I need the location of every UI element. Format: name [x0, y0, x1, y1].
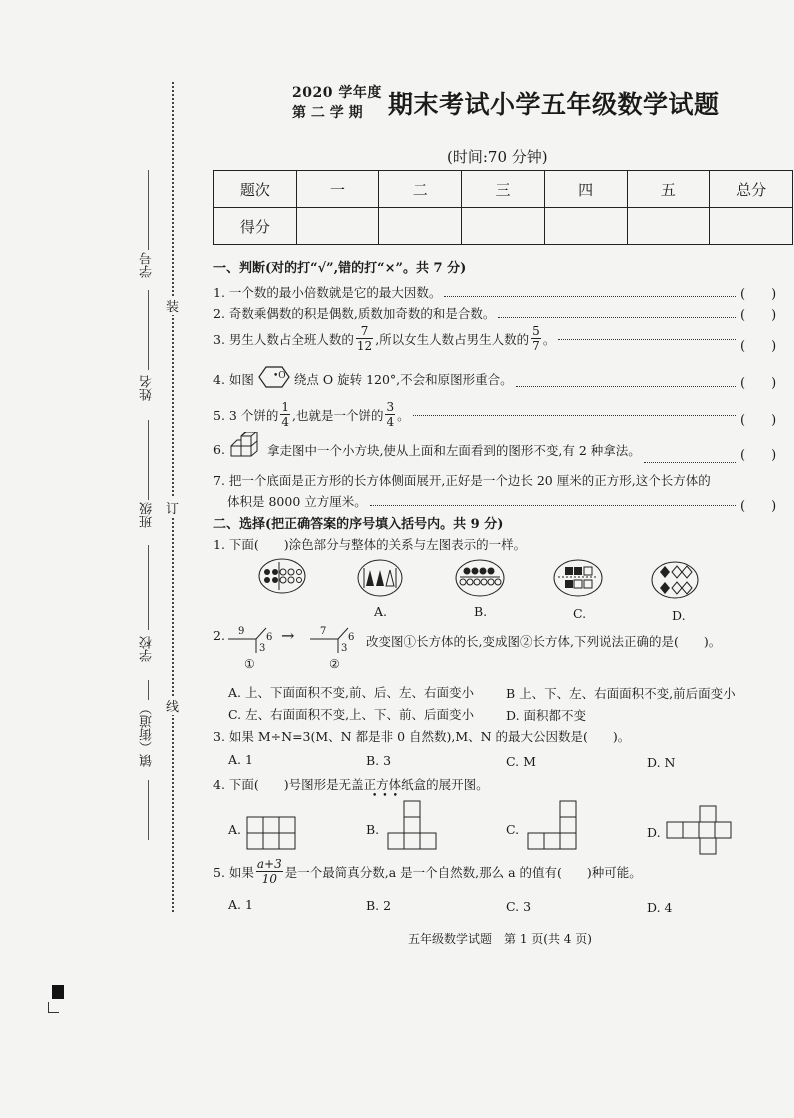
s2-q2-box2-label: ②: [329, 657, 340, 671]
s2-q5-option-c[interactable]: C. 3: [506, 899, 532, 914]
s1-q1-text: 1. 一个数的最小倍数就是它的最大因数。: [213, 285, 442, 300]
s1-q6-text: 拿走图中一个小方块,使从上面和左面看到的图形不变,有 2 种拿法。: [266, 442, 641, 458]
s2-q5-option-b[interactable]: B. 2: [366, 898, 392, 913]
cell-part-3: 三: [462, 171, 545, 208]
s1-q3: [213, 325, 739, 352]
fill-line-town: [148, 680, 149, 700]
score-table-header-row: [214, 171, 793, 208]
s2-q4-option-a-net[interactable]: [246, 816, 298, 854]
score-input-3[interactable]: [462, 208, 545, 245]
fraction-3-4: $\frac{3}{4}$: [386, 400, 395, 429]
s2-q2-box1-label: ①: [244, 657, 255, 671]
score-input-total[interactable]: [710, 208, 793, 245]
scan-mark: [52, 985, 64, 999]
s1-q7-answer[interactable]: ( ): [740, 499, 777, 514]
s2-q2-box1-length: 9: [238, 626, 245, 637]
s1-q5: [213, 401, 739, 428]
section2-heading: 二、选择(把正确答案的序号填入括号内。共 9 分): [213, 517, 504, 532]
s2-q2-option-b[interactable]: B 上、下、左、右面面积不变,前后面变小: [506, 686, 736, 701]
binding-line: [172, 82, 174, 912]
s1-q3-text-c: 。: [542, 331, 556, 347]
s1-q4-text-a: 4. 如图: [213, 371, 254, 387]
page-footer: 五年级数学试题 第 1 页(共 4 页): [408, 932, 592, 946]
s2-q4-option-d-net[interactable]: [666, 805, 734, 859]
label-student-id: 学号: [140, 252, 155, 278]
s2-q1-option-c-figure[interactable]: [553, 558, 603, 602]
s2-q3-option-d[interactable]: D. N: [647, 755, 676, 770]
label-class: 班级: [140, 502, 155, 528]
s2-q4-option-b-label: B.: [366, 822, 380, 837]
s2-q4-option-b-net[interactable]: [386, 800, 438, 858]
s2-q5-text-b: 是一个最简真分数,a 是一个自然数,那么 a 的值有( )种可能。: [284, 864, 642, 880]
s2-q4-option-c-label: C.: [506, 822, 520, 837]
s2-q3-option-c[interactable]: C. M: [506, 754, 536, 769]
s1-q5-answer[interactable]: ( ): [740, 413, 777, 428]
s1-q4-text-b: 绕点 O 旋转 120°,不会和原图形重合。: [293, 371, 513, 387]
cube-stack-icon: [229, 432, 263, 467]
s2-q2-box2-length: 7: [320, 626, 327, 637]
s1-q7-text-2: 体积是 8000 立方厘米。: [227, 494, 367, 509]
cell-label-questions: 题次: [214, 171, 297, 208]
s2-q2-box2-width: 6: [348, 632, 355, 643]
cell-part-4: 四: [544, 171, 627, 208]
s2-q5-option-d[interactable]: D. 4: [647, 900, 673, 915]
exam-title: 期末考试小学五年级数学试题: [388, 90, 720, 119]
s2-q4-option-c-net[interactable]: [526, 800, 578, 858]
hexagon-center-label: •O: [273, 371, 286, 381]
s1-q2-answer[interactable]: ( ): [740, 308, 777, 323]
s2-q1-option-d-figure[interactable]: [651, 560, 699, 604]
score-table: [213, 170, 793, 245]
s2-q2-option-c[interactable]: C. 左、右面面积不变,上、下、前、后面变小: [228, 707, 475, 722]
s2-q1-option-b-label: B.: [474, 604, 488, 619]
fill-line-school: [148, 545, 149, 630]
s1-q2: [213, 304, 739, 322]
score-input-1[interactable]: [296, 208, 379, 245]
mark-xian: 线: [166, 696, 179, 715]
score-input-2[interactable]: [379, 208, 462, 245]
s1-q4-answer[interactable]: ( ): [740, 376, 777, 391]
s2-q5-option-a[interactable]: A. 1: [228, 897, 253, 912]
s2-q5: [213, 858, 642, 885]
s1-q4: [213, 366, 739, 391]
s2-q2-box2-height: 3: [341, 643, 348, 654]
semester: 第 二 学 期: [292, 105, 363, 121]
school-year: 2020 学年度: [292, 85, 382, 101]
s1-q6: [213, 432, 739, 467]
s1-q1-answer[interactable]: ( ): [740, 287, 777, 302]
s1-q5-text-a: 5. 3 个饼的: [213, 407, 279, 423]
score-input-5[interactable]: [627, 208, 710, 245]
s2-q4-option-a-label: A.: [228, 822, 242, 837]
cell-total: 总分: [710, 171, 793, 208]
label-school: 学校: [140, 636, 155, 662]
s2-q3-text: 3. 如果 M÷N=3(M、N 都是非 0 自然数),M、N 的最大公因数是( )。: [213, 729, 631, 744]
s2-q2-box1-width: 6: [266, 632, 273, 643]
fraction-a-plus-3-over-10: $\frac{a+3}{10}$: [256, 857, 282, 886]
s2-q1-option-c-label: C.: [573, 606, 587, 621]
cell-part-2: 二: [379, 171, 462, 208]
arrow-right-icon: →: [281, 626, 295, 645]
label-name: 姓名: [140, 375, 155, 401]
s1-q7-line2: [227, 492, 739, 510]
s2-q1-option-a-figure[interactable]: [356, 558, 404, 602]
s1-q5-text-c: 。: [397, 407, 410, 423]
fill-line-name: [148, 290, 149, 370]
s2-q2-box1-height: 3: [259, 643, 266, 654]
s2-q3-option-b[interactable]: B. 3: [366, 753, 392, 768]
fraction-5-7: $\frac{5}{7}$: [532, 324, 540, 353]
s2-q1-text: 1. 下面( )涂色部分与整体的关系与左图表示的一样。: [213, 537, 527, 552]
s1-q1: [213, 283, 739, 301]
s2-q3-option-a[interactable]: A. 1: [228, 752, 253, 767]
s1-q3-text-b: ,所以女生人数占男生人数的: [375, 331, 530, 347]
score-input-4[interactable]: [544, 208, 627, 245]
mark-zhuang: 装: [166, 296, 179, 315]
s2-q5-text-a: 5. 如果: [213, 864, 254, 880]
s1-q6-num: 6.: [213, 442, 225, 457]
fraction-1-4: $\frac{1}{4}$: [281, 400, 289, 429]
s1-q3-answer[interactable]: ( ): [740, 339, 777, 354]
s1-q2-text: 2. 奇数乘偶数的积是偶数,质数加奇数的和是合数。: [213, 306, 496, 321]
s2-q4-text: 4. 下面( )号图形是无盖正方体纸盒的展开图。: [213, 777, 489, 792]
fill-line-class: [148, 420, 149, 500]
s2-q1-reference-figure: [258, 558, 306, 598]
s2-q2-option-a[interactable]: A. 上、下面面积不变,前、后、左、右面变小: [228, 685, 474, 700]
fill-line-student-id: [148, 170, 149, 250]
section1-heading: 一、判断(对的打“√”,错的打“×”。共 7 分): [213, 261, 467, 276]
scan-mark-tick: [48, 1002, 59, 1013]
s1-q5-text-b: ,也就是一个饼的: [291, 407, 384, 423]
score-table-score-row: [214, 208, 793, 245]
s2-q2-num: 2.: [213, 628, 225, 643]
fraction-7-12: $\frac{7}{12}$: [356, 324, 373, 353]
cell-label-score: 得分: [214, 208, 297, 245]
s2-q2-text: 改变图①长方体的长,变成图②长方体,下列说法正确的是( )。: [366, 634, 722, 649]
s2-q2-option-d[interactable]: D. 面积都不变: [506, 708, 587, 723]
emphasis-dots: •••: [372, 791, 403, 801]
s2-q1-option-b-figure[interactable]: [455, 558, 505, 602]
label-town: 镇（街道）: [140, 702, 155, 767]
s2-q4-option-d-label: D.: [647, 825, 661, 840]
s1-q7-line1: 7. 把一个底面是正方形的长方体侧面展开,正好是一个边长 20 厘米的正方形,这个长方体的: [213, 473, 711, 488]
cell-part-5: 五: [627, 171, 710, 208]
s1-q6-answer[interactable]: ( ): [740, 448, 777, 463]
fill-line-town-2: [148, 780, 149, 840]
s2-q1-option-a-label: A.: [374, 604, 388, 619]
mark-ding: 订: [166, 498, 179, 517]
exam-time: (时间:70 分钟): [447, 148, 548, 166]
s2-q1-option-d-label: D.: [672, 608, 686, 623]
cell-part-1: 一: [296, 171, 379, 208]
s1-q3-text-a: 3. 男生人数占全班人数的: [213, 331, 354, 347]
